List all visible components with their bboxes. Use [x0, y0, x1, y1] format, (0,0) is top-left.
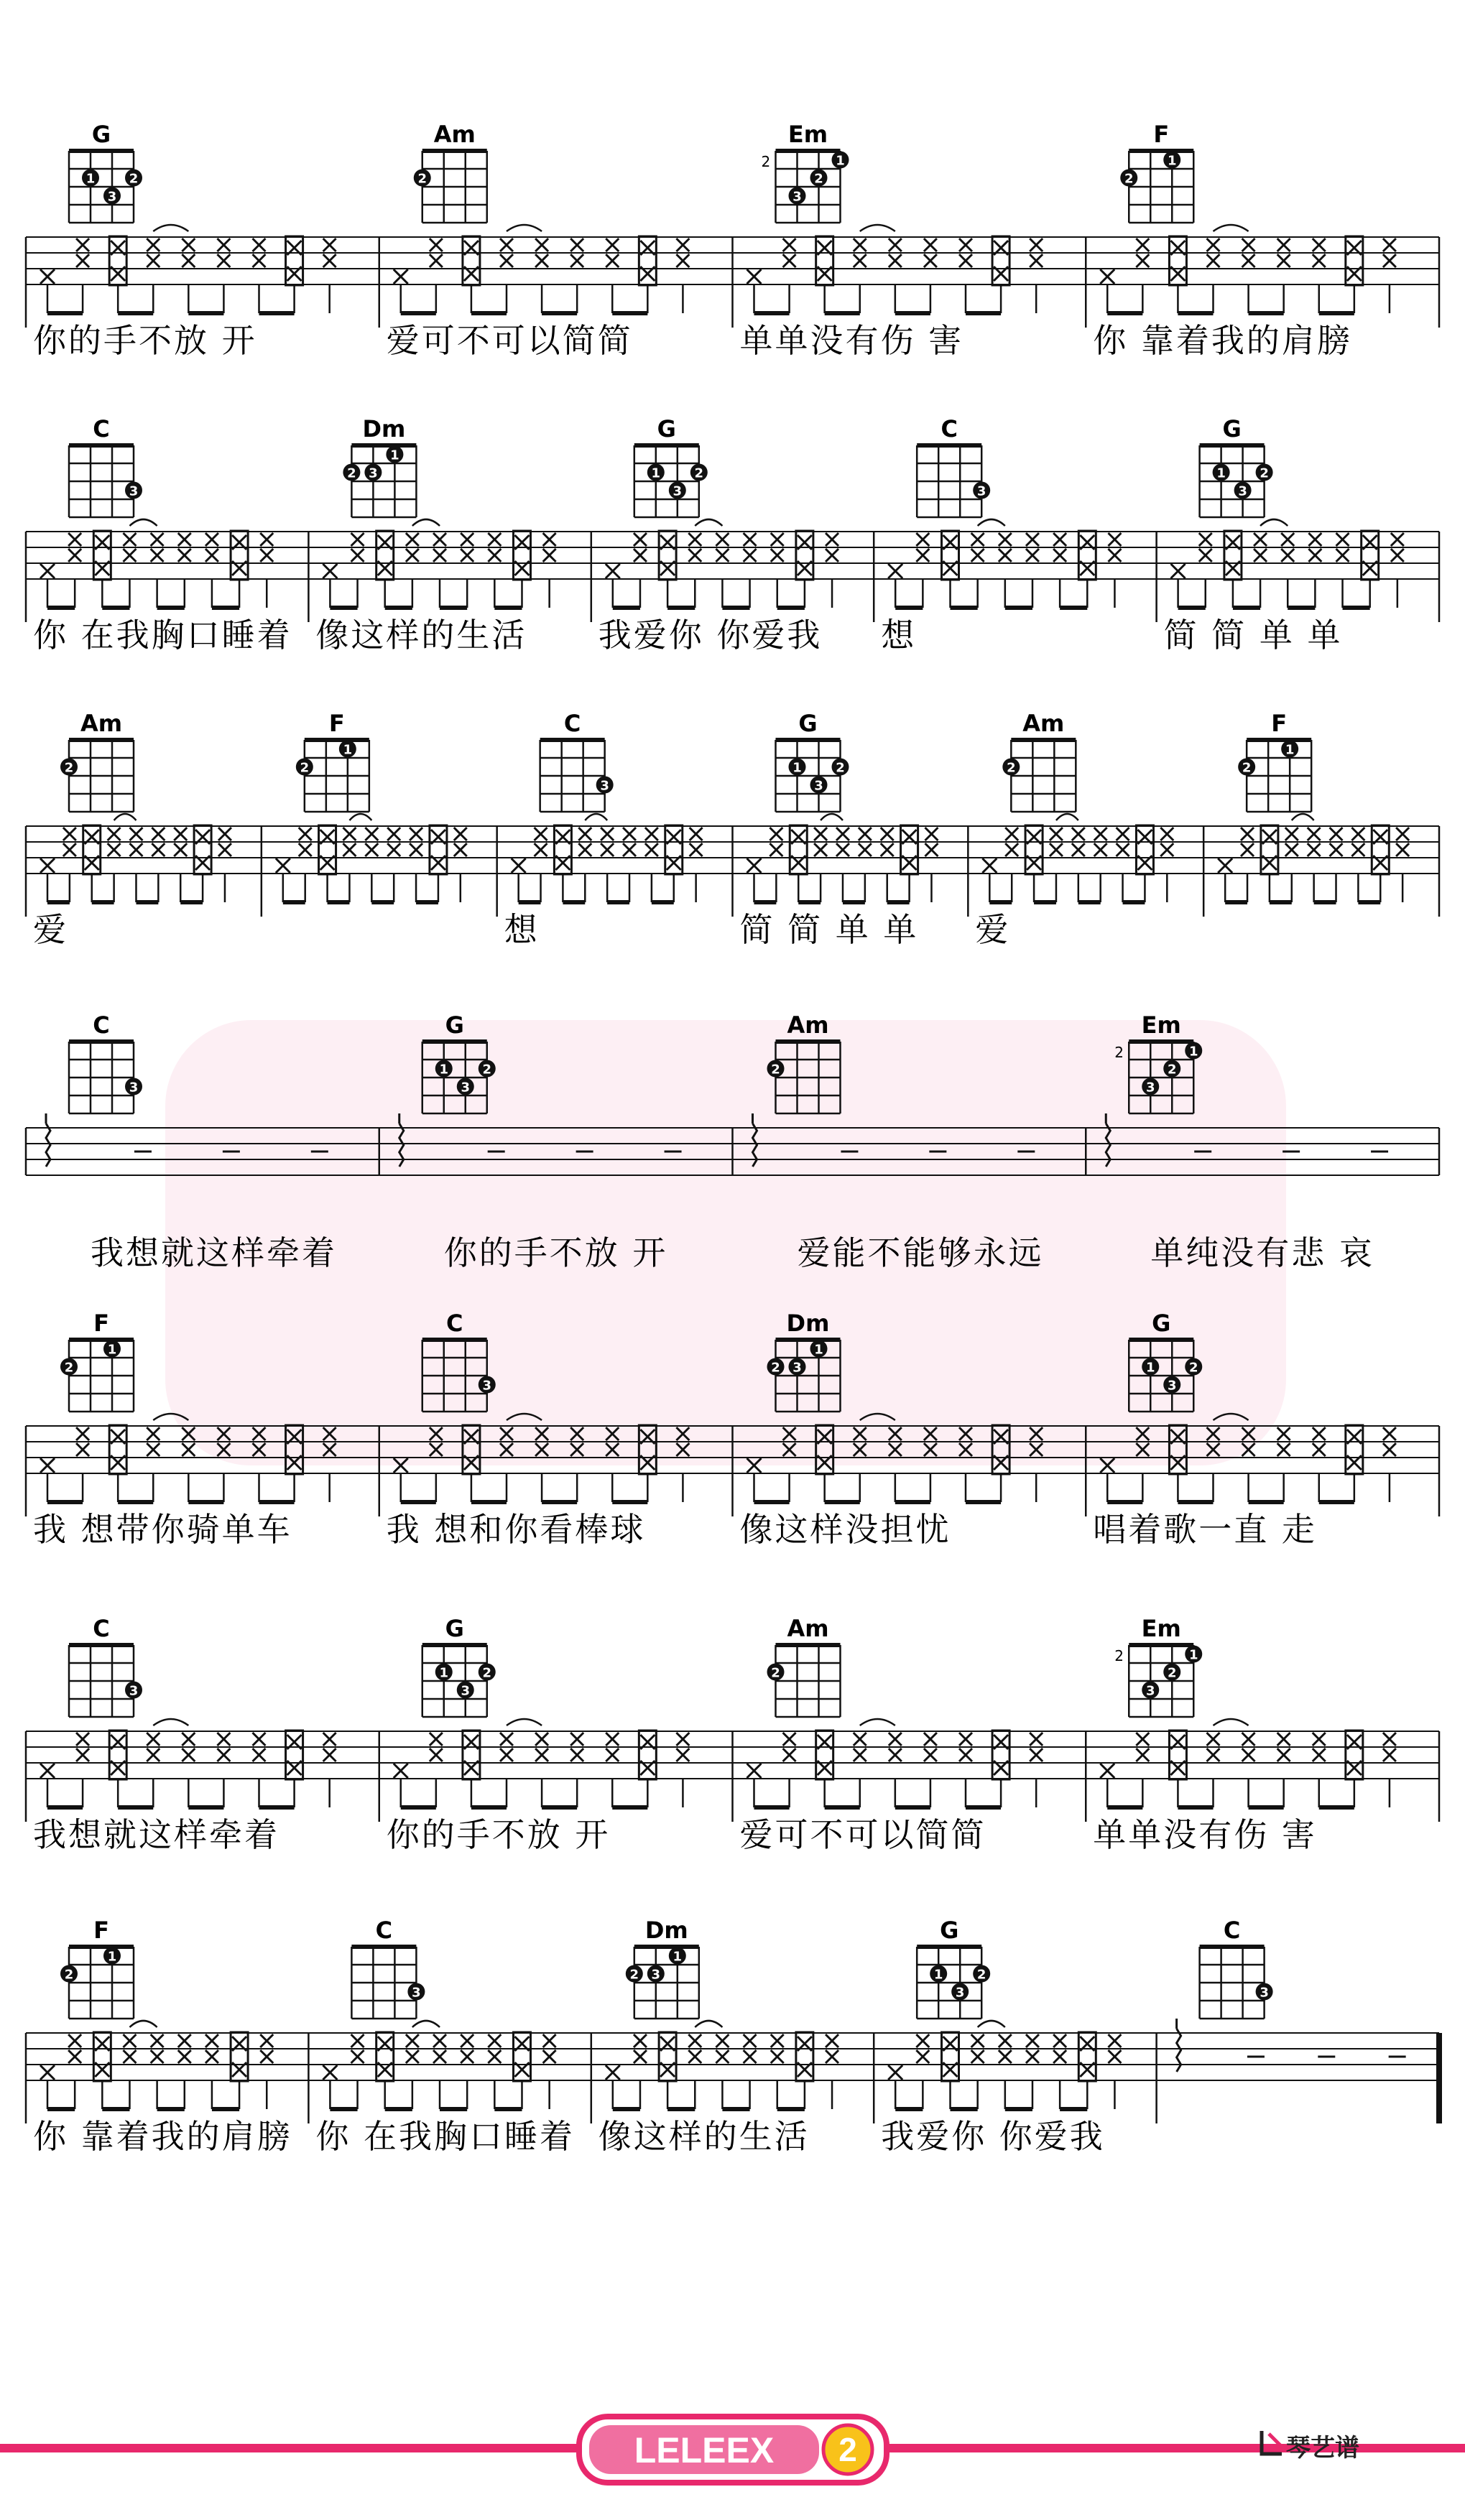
lyric-text: 我 想和你看棒球 — [386, 1510, 646, 1549]
finger-number: 2 — [64, 1360, 74, 1376]
chord-name: F — [1271, 710, 1288, 737]
tie-arc — [129, 2021, 157, 2027]
tie-arc — [821, 814, 843, 820]
lyric-text: 爱能不能够永远 — [797, 1233, 1044, 1272]
finger-number: 2 — [417, 171, 428, 187]
lyric-text: 唱着歌一直 走 — [1093, 1510, 1317, 1549]
chord-name: F — [93, 1310, 109, 1337]
finger-number: 1 — [933, 1967, 943, 1983]
lyric-text: 你的手不放 开 — [443, 1233, 668, 1272]
finger-number: 1 — [1145, 1360, 1155, 1376]
finger-number: 1 — [673, 1949, 683, 1965]
strum-chord — [1078, 2032, 1096, 2081]
finger-number: 3 — [482, 1378, 492, 1394]
chord-name: C — [93, 1615, 110, 1642]
strum-chord — [93, 531, 111, 580]
lyric-text: 我爱你 你爱我 — [881, 2117, 1105, 2156]
chord-name: F — [328, 710, 345, 737]
finger-number: 2 — [1167, 1665, 1177, 1681]
tie-arc — [860, 225, 895, 231]
strum-chord — [796, 2032, 813, 2081]
lyric-text: 爱 — [975, 910, 1011, 949]
lyric-text: 爱可不可以简简 — [386, 321, 633, 360]
brand-icon — [1259, 2428, 1285, 2457]
finger-number: 2 — [836, 760, 845, 776]
strum-chord — [1025, 825, 1043, 874]
chord-name: G — [657, 415, 676, 443]
footer-logo — [575, 2412, 891, 2487]
finger-number: 3 — [107, 189, 117, 205]
tie-arc — [412, 519, 440, 526]
tie-arc — [153, 1719, 188, 1725]
finger-number: 3 — [461, 1683, 471, 1699]
finger-number: 2 — [814, 171, 823, 187]
tie-arc — [153, 1414, 188, 1420]
tie-arc — [1214, 1719, 1249, 1725]
strum-chord — [286, 236, 303, 285]
finger-number: 3 — [792, 1360, 802, 1376]
chord-name: G — [445, 1615, 464, 1642]
strum-chord — [639, 1731, 656, 1779]
chord-name: Am — [1022, 710, 1065, 737]
chord-name: C — [446, 1310, 463, 1337]
chord-name: F — [93, 1917, 109, 1944]
strum-chord — [1346, 1425, 1363, 1474]
finger-number: 1 — [1167, 153, 1177, 169]
strum-chord — [1362, 531, 1379, 580]
strum-chord — [992, 1425, 1009, 1474]
finger-number: 3 — [129, 1080, 139, 1095]
finger-number: 2 — [1260, 465, 1269, 481]
lyric-text: 我想就这样牵着 — [33, 1815, 279, 1854]
finger-number: 2 — [1242, 760, 1252, 776]
lyric-text: 你的手不放 开 — [386, 1815, 611, 1854]
strum-chord — [513, 2032, 530, 2081]
finger-number: 2 — [976, 1967, 986, 1983]
chord-name: C — [93, 415, 110, 443]
strum-chord — [1346, 236, 1363, 285]
chord-name: C — [563, 710, 581, 737]
strum-chord — [659, 2032, 676, 2081]
strum-chord — [286, 1425, 303, 1474]
strum-chord — [231, 531, 248, 580]
tie-arc — [860, 1414, 895, 1420]
tie-arc — [507, 1414, 542, 1420]
finger-number: 2 — [482, 1062, 492, 1078]
finger-number: 3 — [955, 1985, 965, 2001]
strum-chord — [463, 236, 480, 285]
finger-number: 2 — [347, 465, 356, 481]
finger-number: 1 — [1188, 1044, 1198, 1060]
lyric-text: 像这样没担忧 — [739, 1510, 951, 1549]
chord-name: Dm — [786, 1310, 830, 1337]
finger-number: 1 — [86, 171, 96, 187]
tie-arc — [349, 814, 371, 820]
chord-name: C — [1223, 1917, 1241, 1944]
chord-name: Em — [1141, 1615, 1181, 1642]
chord-name: Am — [787, 1011, 829, 1039]
strum-chord — [942, 2032, 959, 2081]
chord-name: G — [91, 121, 111, 148]
lyric-text: 我想就这样牵着 — [91, 1233, 337, 1272]
finger-number: 3 — [600, 778, 609, 794]
chord-name: G — [445, 1011, 464, 1039]
chord-name: C — [941, 415, 958, 443]
finger-number: 1 — [107, 1949, 117, 1965]
lyric-text: 像这样的生活 — [315, 616, 527, 654]
finger-number: 1 — [107, 1342, 117, 1358]
strum-chord — [286, 1731, 303, 1779]
lyric-text: 我爱你 你爱我 — [598, 616, 823, 654]
tie-arc — [153, 225, 188, 231]
finger-number: 1 — [1216, 465, 1226, 481]
finger-number: 1 — [439, 1665, 449, 1681]
lyric-text: 你 靠着我的肩膀 — [33, 2117, 292, 2156]
strum-chord — [109, 1731, 126, 1779]
strum-chord — [83, 825, 101, 874]
chord-name: Em — [787, 121, 828, 148]
finger-number: 3 — [792, 189, 802, 205]
chord-name: G — [1222, 415, 1242, 443]
finger-number: 3 — [1238, 483, 1247, 499]
chord-name: G — [1152, 1310, 1171, 1337]
strum-chord — [816, 1731, 833, 1779]
strum-chord — [1346, 1731, 1363, 1779]
finger-number: 3 — [651, 1967, 661, 1983]
finger-number: 3 — [369, 465, 378, 481]
strum-chord — [1224, 531, 1242, 580]
finger-number: 3 — [1145, 1080, 1155, 1095]
finger-number: 1 — [439, 1062, 449, 1078]
chord-name: F — [1153, 121, 1170, 148]
tie-arc — [1292, 814, 1314, 820]
footer-brand: 琴艺谱 — [1286, 2434, 1359, 2463]
chord-name: Am — [433, 121, 476, 148]
finger-number: 2 — [64, 760, 74, 776]
strum-chord — [109, 1425, 126, 1474]
strum-chord — [109, 236, 126, 285]
strum-chord — [93, 2032, 111, 2081]
lyric-text: 你 在我胸口睡着 — [315, 2117, 576, 2156]
strum-chord — [665, 825, 683, 874]
lyric-text: 你 在我胸口睡着 — [33, 616, 292, 654]
lyric-text: 像这样的生活 — [598, 2117, 810, 2156]
strum-chord — [1169, 1731, 1186, 1779]
tie-arc — [860, 1719, 895, 1725]
finger-number: 1 — [343, 742, 353, 758]
chord-name: Am — [787, 1615, 829, 1642]
finger-number: 3 — [1145, 1683, 1155, 1699]
chord-name: Am — [80, 710, 123, 737]
strum-chord — [659, 531, 676, 580]
finger-number: 1 — [836, 153, 845, 169]
lyric-text: 想 — [504, 910, 540, 949]
finger-number: 1 — [390, 448, 399, 463]
chord-name: Dm — [644, 1917, 688, 1944]
lyric-text: 简 简 单 单 — [1163, 616, 1343, 654]
finger-number: 2 — [771, 1665, 780, 1681]
lyric-text: 单纯没有悲 哀 — [1150, 1233, 1374, 1272]
fret-label: 2 — [1114, 1044, 1124, 1061]
finger-number: 3 — [129, 1683, 139, 1699]
finger-number: 2 — [771, 1360, 780, 1376]
tie-arc — [507, 225, 542, 231]
chord-name: G — [798, 710, 818, 737]
finger-number: 3 — [1260, 1985, 1269, 2001]
fret-label: 2 — [1114, 1647, 1124, 1664]
tie-arc — [1214, 1414, 1249, 1420]
finger-number: 3 — [412, 1985, 421, 2001]
finger-number: 3 — [129, 483, 139, 499]
strum-chord — [554, 825, 571, 874]
tie-arc — [412, 2021, 440, 2027]
tie-arc — [507, 1719, 542, 1725]
finger-number: 1 — [651, 465, 661, 481]
strum-chord — [513, 531, 530, 580]
finger-number: 2 — [1124, 171, 1134, 187]
lyric-text: 我 想带你骑单车 — [33, 1510, 292, 1549]
strum-chord — [992, 236, 1009, 285]
finger-number: 1 — [792, 760, 802, 776]
strum-chord — [194, 825, 211, 874]
footer-logo-number: 2 — [838, 2431, 857, 2468]
strum-chord — [463, 1731, 480, 1779]
finger-number: 1 — [1285, 742, 1295, 758]
strum-chord — [992, 1731, 1009, 1779]
finger-number: 3 — [1167, 1378, 1177, 1394]
finger-number: 2 — [629, 1967, 639, 1983]
footer-logo-text: LELEEX — [634, 2430, 775, 2470]
lyric-text: 爱可不可以简简 — [739, 1815, 986, 1854]
strum-chord — [639, 236, 656, 285]
strum-chord — [376, 2032, 394, 2081]
tie-arc — [1056, 814, 1078, 820]
strum-chord — [1261, 825, 1278, 874]
chord-name: Em — [1141, 1011, 1181, 1039]
lyric-text: 你的手不放 开 — [33, 321, 257, 360]
fret-label: 2 — [761, 153, 771, 170]
strum-chord — [639, 1425, 656, 1474]
tie-arc — [695, 2021, 722, 2027]
strum-chord — [376, 531, 394, 580]
strum-chord — [430, 825, 447, 874]
strum-chord — [1169, 236, 1186, 285]
chord-name: C — [93, 1011, 110, 1039]
tie-arc — [114, 814, 137, 820]
lyric-text: 你 靠着我的肩膀 — [1093, 321, 1352, 360]
finger-number: 1 — [1188, 1647, 1198, 1663]
lyric-text: 单单没有伤 害 — [1093, 1815, 1317, 1854]
strum-chord — [231, 2032, 248, 2081]
strum-chord — [1372, 825, 1389, 874]
strum-chord — [816, 1425, 833, 1474]
tie-arc — [129, 519, 157, 526]
chord-name: G — [940, 1917, 959, 1944]
tie-arc — [585, 814, 607, 820]
tie-arc — [1260, 519, 1288, 526]
finger-number: 2 — [1188, 1360, 1198, 1376]
finger-number: 2 — [694, 465, 704, 481]
strum-chord — [942, 531, 959, 580]
finger-number: 2 — [64, 1967, 74, 1983]
strum-chord — [463, 1425, 480, 1474]
strum-chord — [790, 825, 807, 874]
strum-chord — [319, 825, 336, 874]
finger-number: 3 — [976, 483, 986, 499]
finger-number: 2 — [771, 1062, 780, 1078]
finger-number: 1 — [814, 1342, 823, 1358]
chord-name: Dm — [362, 415, 406, 443]
lyric-text: 简 简 单 单 — [739, 910, 919, 949]
tie-arc — [978, 2021, 1005, 2027]
finger-number: 2 — [482, 1665, 492, 1681]
finger-number: 3 — [461, 1080, 471, 1095]
finger-number: 3 — [814, 778, 823, 794]
lyric-text: 爱 — [33, 910, 68, 949]
finger-number: 2 — [1007, 760, 1016, 776]
strum-chord — [1078, 531, 1096, 580]
finger-number: 2 — [1167, 1062, 1177, 1078]
tie-arc — [978, 519, 1005, 526]
chord-name: C — [375, 1917, 393, 1944]
strum-chord — [1169, 1425, 1186, 1474]
strum-chord — [901, 825, 918, 874]
lyric-text: 单单没有伤 害 — [739, 321, 964, 360]
finger-number: 2 — [129, 171, 139, 187]
lyric-text: 想 — [881, 616, 917, 654]
strum-chord — [1136, 825, 1153, 874]
strum-chord — [816, 236, 833, 285]
tie-arc — [695, 519, 722, 526]
strum-chord — [796, 531, 813, 580]
tie-arc — [1214, 225, 1249, 231]
finger-number: 3 — [673, 483, 683, 499]
finger-number: 2 — [300, 760, 310, 776]
